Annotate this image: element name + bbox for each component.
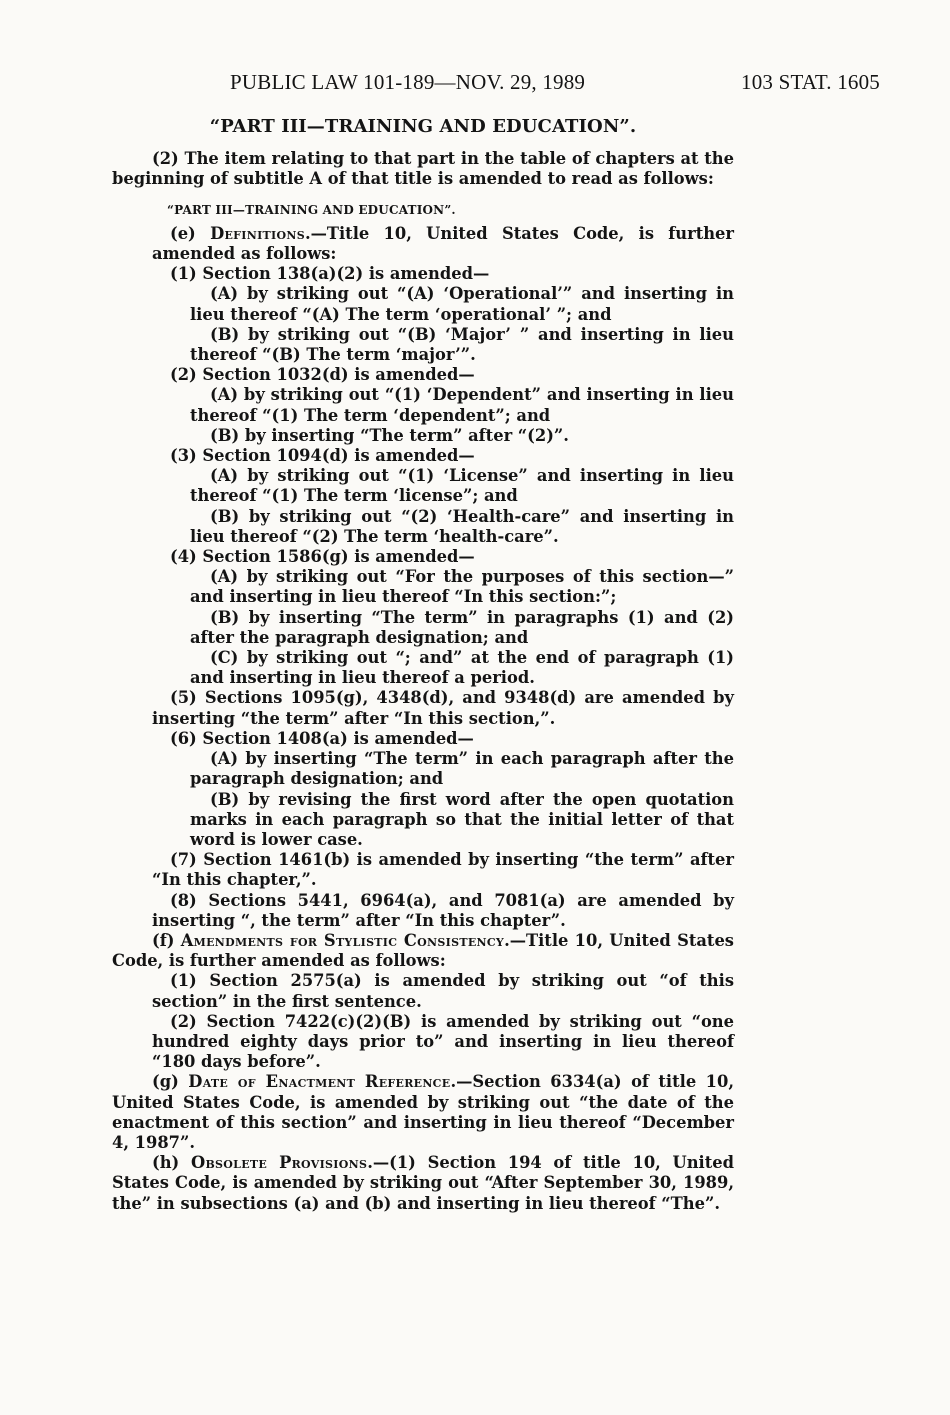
subsection-g-label: (g) [152,1072,189,1092]
paragraph-e5: (5) Sections 1095(g), 4348(d), and 9348(d) are amended by inserting “the term” after “In this section,”. [152,688,734,728]
clause-e6B: (B) by revising the first word after the open quotation marks in each paragraph so that the initial letter of that word is lower case. [190,789,734,849]
clause-e3B: (B) by striking out “(2) ‘Health-care” and inserting in lieu thereof “(2) The term ‘health-care”. [190,506,734,546]
subsection-f-text: .—Title 10, United States Code, is further amended as follows: [112,930,734,971]
paragraph-e2: (2) Section 1032(d) is amended— [170,365,475,385]
clause-e6A: (A) by inserting “The term” in each paragraph after the paragraph designation; and [190,749,734,789]
subsection-f [112,931,734,971]
subsection-f-label: (f) [152,930,181,950]
paragraph-f2: (2) Section 7422(c)(2)(B) is amended by striking out “one hundred eighty days prior to” and inserting in lieu thereof “180 days before”. [152,1011,734,1072]
paragraph-2-intro: (2) The item relating to that part in the table of chapters at the beginning of subtitle A of that title is amended to read as follows: [112,149,734,189]
law-title: PUBLIC LAW 101-189—NOV. 29, 1989 [230,70,586,94]
subsection-e-label: (e) [170,223,211,243]
subsection-e [112,224,734,264]
clause-e3A: (A) by striking out “(1) ‘License” and inserting in lieu thereof “(1) The term ‘license”; and [190,466,734,506]
part-heading: “PART III—TRAINING AND EDUCATION”. [209,116,637,137]
clause-e1A: (A) by striking out “(A) ‘Operational’” and inserting in lieu thereof “(A) The term ‘operational’ ”; and [190,284,734,324]
part-heading-small: “PART III—TRAINING AND EDUCATION”. [167,202,456,217]
subsection-e-heading: Definitions [210,223,305,243]
subsection-h [112,1153,734,1214]
subsection-g-heading: Date of Enactment Reference [188,1072,451,1092]
paragraph-f1: (1) Section 2575(a) is amended by striking out “of this section” in the first sentence. [152,971,734,1011]
clause-e2A: (A) by striking out “(1) ‘Dependent” and inserting in lieu thereof “(1) The term ‘dependent”; and [190,385,734,425]
subsection-g [112,1072,734,1153]
body-text [112,115,734,1214]
paragraph-e6: (6) Section 1408(a) is amended— [170,728,474,748]
paragraph-e8: (8) Sections 5441, 6964(a), and 7081(a) are amended by inserting “, the term” after “In this chapter”. [152,890,734,930]
subsection-e-text: .—Title 10, United States Code, is further amended as follows: [152,223,734,264]
subsection-h-heading: Obsolete Provisions [190,1153,368,1173]
paragraph-e7: (7) Section 1461(b) is amended by inserting “the term” after “In this chapter,”. [152,850,734,890]
clause-e4A: (A) by striking out “For the purposes of this section—” and inserting in lieu thereof “In this section:”; [190,567,734,607]
subsection-h-text: .—(1) Section 194 of title 10, United States Code, is amended by striking out “After September 30, 1989, the” in subsections (a) and (b) and inserting in lieu thereof “The”. [112,1153,735,1213]
subsection-h-label: (h) [152,1153,191,1173]
clause-e1B: (B) by striking out “(B) ‘Major’ ” and inserting in lieu thereof “(B) The term ‘major’”. [190,324,734,365]
subsection-g-text: .—Section 6334(a) of title 10, United States Code, is amended by striking out “the date of the enactment of this section” and inserting in lieu thereof “December 4, 1987”. [112,1072,734,1152]
subsection-f-heading: Amendments for Stylistic Consistency [180,930,505,950]
paragraph-e3: (3) Section 1094(d) is amended— [170,446,475,466]
stat-reference: 103 STAT. 1605 [741,70,880,94]
clause-e4B: (B) by inserting “The term” in paragraphs (1) and (2) after the paragraph designation; and [190,607,734,647]
clause-e2B: (B) by inserting “The term” after “(2)”. [210,425,569,445]
paragraph-e4: (4) Section 1586(g) is amended— [170,547,475,567]
paragraph-e1: (1) Section 138(a)(2) is amended— [170,264,490,284]
clause-e4C: (C) by striking out “; and” at the end of paragraph (1) and inserting in lieu thereof a period. [190,648,734,688]
